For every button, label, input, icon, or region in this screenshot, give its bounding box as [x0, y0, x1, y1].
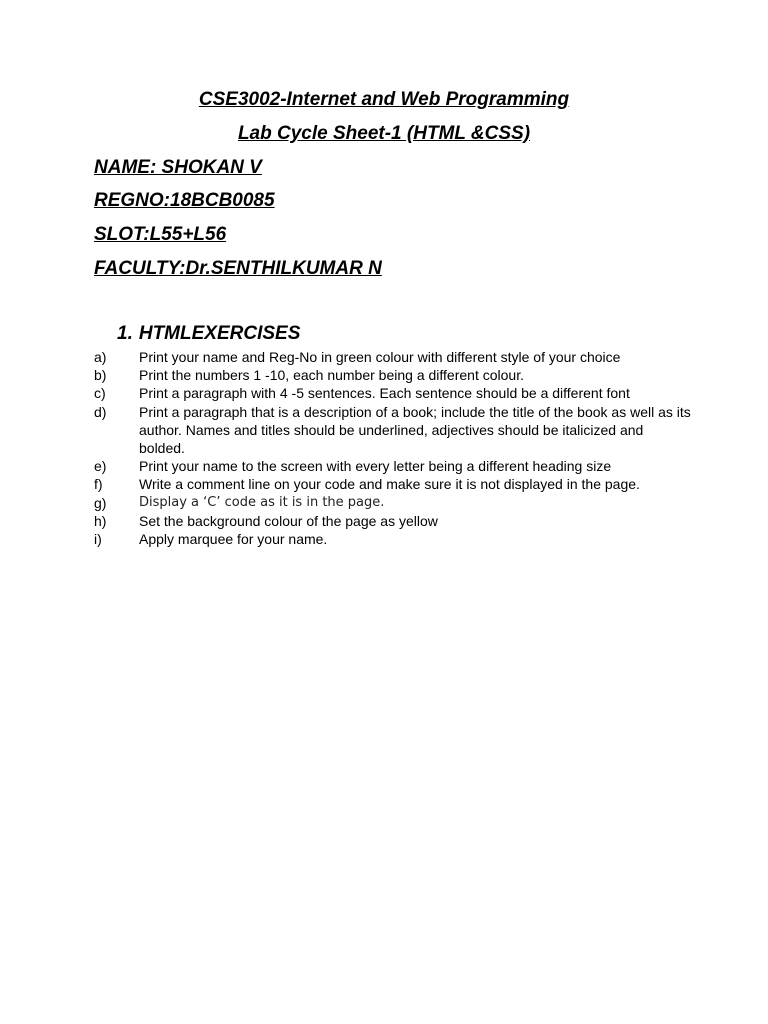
exercise-marker: i) — [94, 531, 102, 548]
exercise-item-d — [92, 403, 692, 458]
exercise-marker: e) — [94, 458, 107, 475]
section-heading — [117, 322, 300, 346]
exercise-item-e — [92, 457, 692, 475]
lab-sheet-title: Lab Cycle Sheet-1 (HTML &CSS) — [237, 123, 531, 144]
exercise-marker: h) — [94, 512, 107, 529]
exercise-item-a — [92, 348, 692, 366]
student-name: NAME: SHOKAN V — [94, 157, 262, 178]
exercise-item-g — [92, 494, 692, 512]
exercise-marker: c) — [94, 385, 106, 402]
exercise-text: Display a ‘C’ code as it is in the page. — [139, 494, 385, 510]
faculty-name: FACULTY:Dr.SENTHILKUMAR N — [94, 258, 382, 279]
student-regno: REGNO:18BCB0085 — [94, 190, 275, 211]
exercise-text: Apply marquee for your name. — [139, 531, 328, 548]
exercise-item-b — [92, 366, 692, 384]
exercise-item-h — [92, 512, 692, 530]
exercise-text: Print the numbers 1 -10, each number being a different colour. — [139, 367, 524, 384]
exercise-marker: a) — [94, 349, 107, 365]
exercise-text: Print your name and Reg-No in green colour with different style of your choice — [139, 349, 621, 365]
exercise-text: Write a comment line on your code and make sure it is not displayed in the page. — [139, 476, 640, 493]
exercise-marker: b) — [94, 367, 107, 384]
exercise-marker: f) — [94, 476, 103, 493]
section-number: 1. — [117, 323, 133, 344]
exercise-item-i — [92, 530, 692, 548]
course-title: CSE3002-Internet and Web Programming — [198, 89, 570, 110]
exercise-list — [92, 348, 692, 548]
exercise-text: Print a paragraph that is a description of a book; include the title of the book as well as its author. Names and titles should be underlined, adjectives should be italicized and bolded. — [139, 403, 691, 457]
exercise-text: Set the background colour of the page as yellow — [139, 512, 438, 529]
section-title: HTMLEXERCISES — [138, 323, 301, 344]
exercise-marker: d) — [94, 403, 107, 420]
student-slot: SLOT:L55+L56 — [94, 224, 227, 245]
exercise-text: Print a paragraph with 4 -5 sentences. Each sentence should be a different font — [139, 385, 630, 402]
exercise-item-f — [92, 475, 692, 493]
exercise-text: Print your name to the screen with every letter being a different heading size — [139, 458, 612, 475]
exercise-marker: g) — [94, 494, 107, 511]
exercise-item-c — [92, 384, 692, 402]
